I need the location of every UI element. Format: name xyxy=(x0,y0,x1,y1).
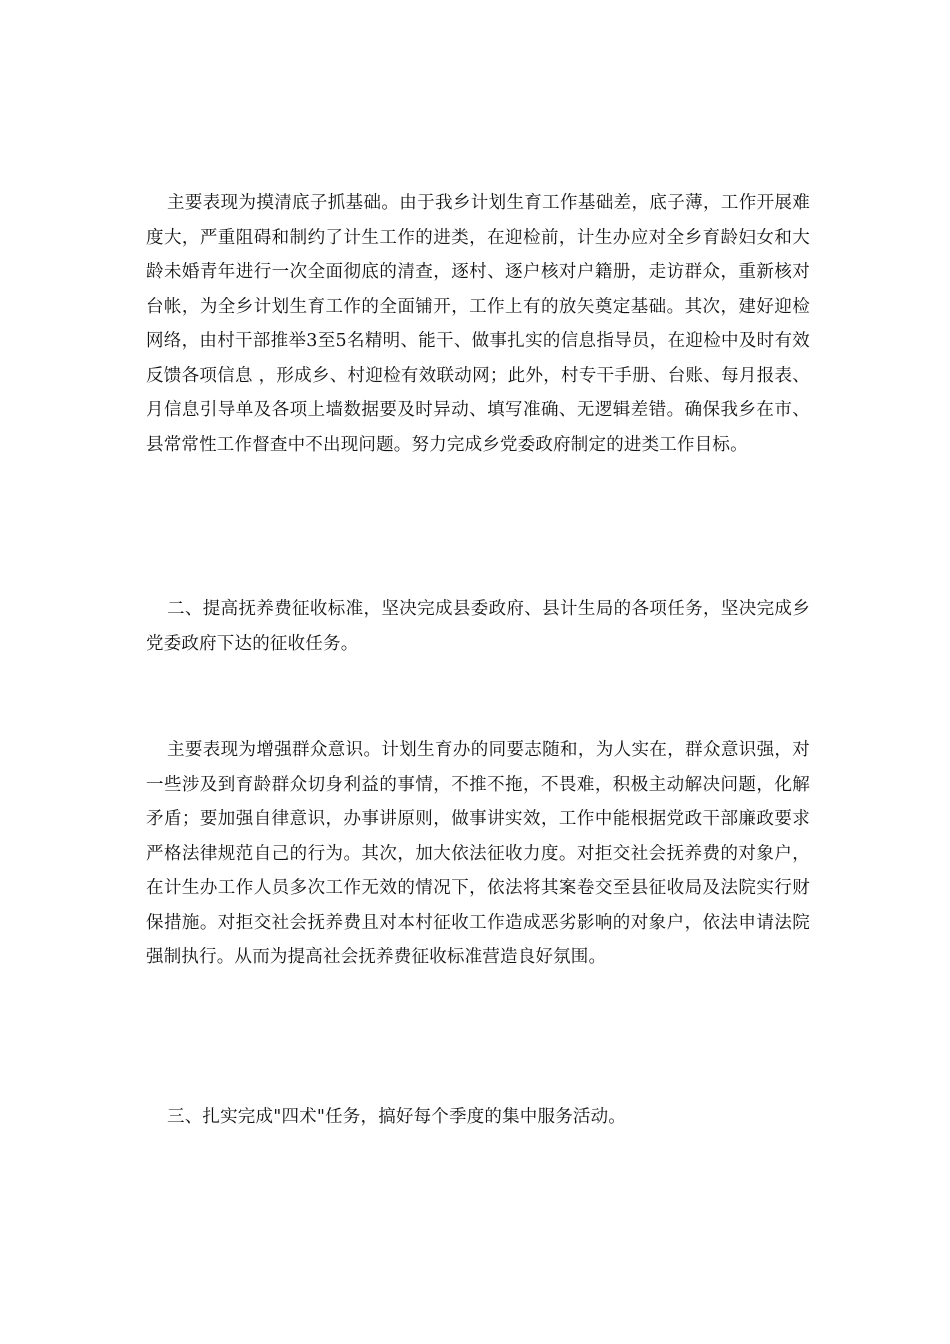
paragraph-groundwork: 主要表现为摸清底子抓基础。由于我乡计划生育工作基础差，底子薄，工作开展难度大，严重阻碍和制约了计生工作的进类，在迎检前，计生办应对全乡育龄妇女和大龄未婚青年进行一次全面彻底的清查，逐村、逐户核对户籍册，走访群众，重新核对台帐，为全乡计划生育工作的全面铺开，工作上有的放矢奠定基础。其次，建好迎检网络，由村干部推举3至5名精明、能干、做事扎实的信息指导员，在迎检中及时有效反馈各项信息 ，形成乡、村迎检有效联动网；此外，村专干手册、台账、每月报表、月信息引导单及各项上墙数据要及时异动、填写准确、无逻辑差错。确保我乡在市、县常常性工作督查中不出现问题。努力完成乡党委政府制定的进类工作目标。 xyxy=(146,193,810,455)
heading-section-two: 二、提高抚养费征收标准，坚决完成县委政府、县计生局的各项任务，坚决完成乡党委政府下达的征收任务。 xyxy=(146,599,810,654)
paragraph-public-awareness: 主要表现为增强群众意识。计划生育办的同要志随和，为人实在，群众意识强，对一些涉及到育龄群众切身利益的事情，不推不拖，不畏难，积极主动解决问题，化解矛盾；要加强自律意识，办事讲原则，做事讲实效，工作中能根据党政干部廉政要求严格法律规范自己的行为。其次，加大依法征收力度。对拒交社会抚养费的对象户，在计生办工作人员多次工作无效的情况下，依法将其案卷交至县征收局及法院实行财保措施。对拒交社会抚养费且对本村征收工作造成恶劣影响的对象户，依法申请法院强制执行。从而为提高社会抚养费征收标准营造良好氛围。 xyxy=(146,740,810,967)
heading-section-three: 三、扎实完成"四术"任务，搞好每个季度的集中服务活动。 xyxy=(167,1107,626,1127)
